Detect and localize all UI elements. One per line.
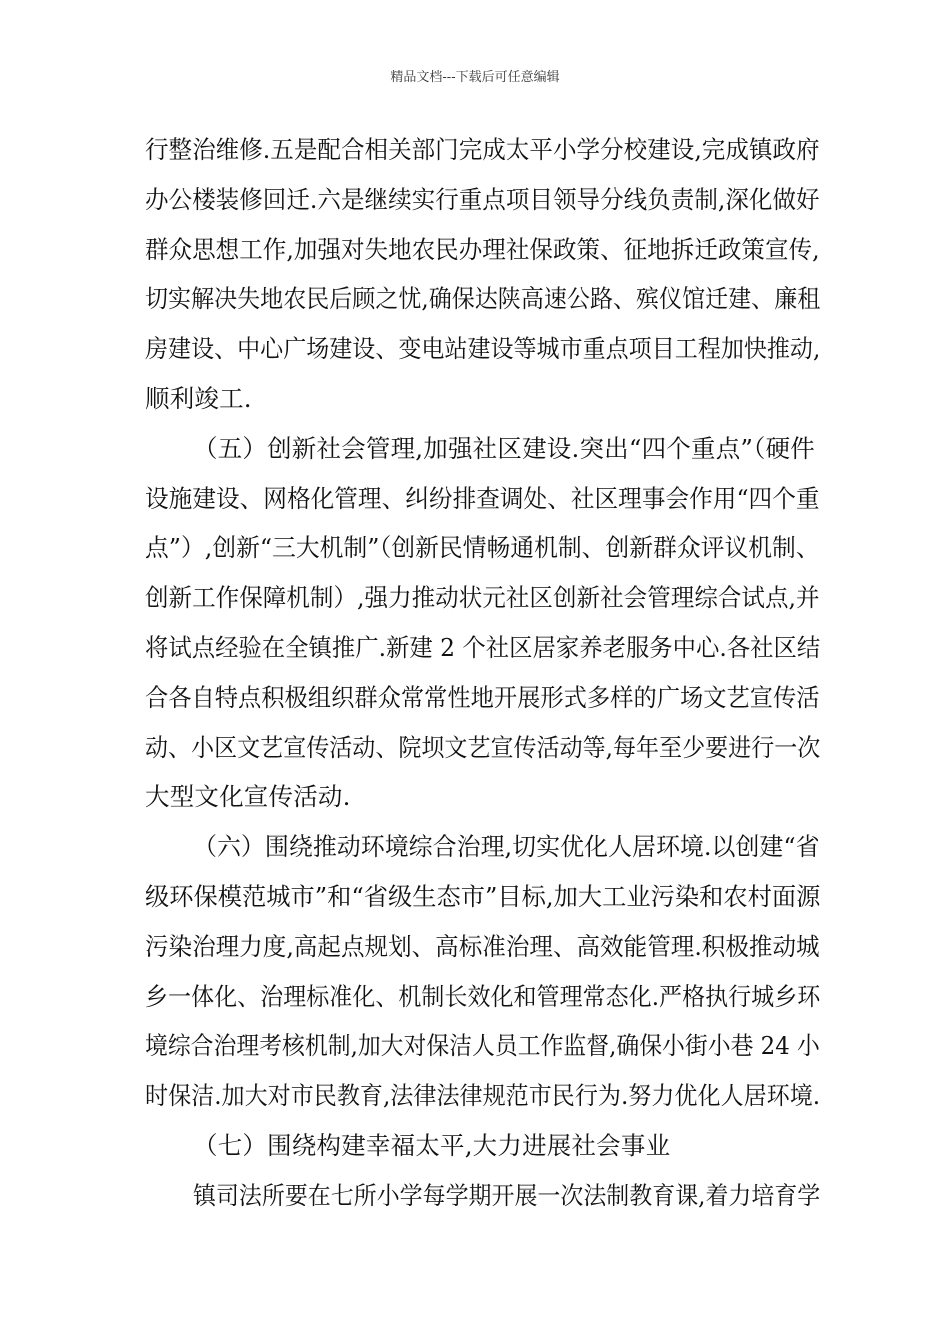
- text-line: 合各自特点积极组织群众常常性地开展形式多样的广场文艺宣传活: [145, 683, 820, 712]
- text-line: 点”）,创新“三大机制”（创新民情畅通机制、创新群众评议机制、: [145, 533, 820, 562]
- text-line: 动、小区文艺宣传活动、院坝文艺宣传活动等,每年至少要进行一次: [145, 733, 821, 762]
- paragraph-start-line: （五）创新社会管理,加强社区建设.突出“四个重点”（硬件: [193, 434, 815, 463]
- text-line: 行整治维修.五是配合相关部门完成太平小学分校建设,完成镇政府: [145, 135, 820, 164]
- text-line: 办公楼装修回迁.六是继续实行重点项目领导分线负责制,深化做好: [145, 185, 820, 214]
- text-line: 切实解决失地农民后顾之忧,确保达陕高速公路、殡仪馆迁建、廉租: [145, 284, 821, 313]
- text-line: 房建设、中心广场建设、变电站建设等城市重点项目工程加快推动,: [145, 334, 821, 363]
- text-line: 群众思想工作,加强对失地农民办理社保政策、征地拆迁政策宣传,: [145, 235, 820, 264]
- text-line: 顺利竣工.: [145, 384, 252, 413]
- text-line: 将试点经验在全镇推广.新建 2 个社区居家养老服务中心.各社区结: [145, 633, 821, 662]
- text-line: 境综合治理考核机制,加大对保洁人员工作监督,确保小街小巷 24 小: [145, 1031, 820, 1060]
- text-line: 创新工作保障机制）,强力推动状元社区创新社会管理综合试点,并: [145, 583, 820, 612]
- text-line: 级环保模范城市”和“省级生态市”目标,加大工业污染和农村面源: [145, 882, 821, 911]
- page-header: 精品文档---下载后可任意编辑: [390, 70, 560, 85]
- text-line: 乡一体化、治理标准化、机制长效化和管理常态化.严格执行城乡环: [145, 982, 821, 1011]
- text-line: 设施建设、网格化管理、纠纷排查调处、社区理事会作用“四个重: [145, 484, 820, 513]
- paragraph-start-line: 镇司法所要在七所小学每学期开展一次法制教育课,着力培育学: [193, 1181, 821, 1210]
- paragraph-start-line: （六）围绕推动环境综合治理,切实优化人居环境.以创建“省: [193, 832, 820, 861]
- paragraph-start-line: （七）围绕构建幸福太平,大力进展社会事业: [193, 1131, 671, 1160]
- text-line: 时保洁.加大对市民教育,法律法律规范市民行为.努力优化人居环境.: [145, 1081, 821, 1110]
- text-line: 污染治理力度,高起点规划、高标准治理、高效能管理.积极推动城: [145, 932, 820, 961]
- text-line: 大型文化宣传活动.: [145, 782, 351, 811]
